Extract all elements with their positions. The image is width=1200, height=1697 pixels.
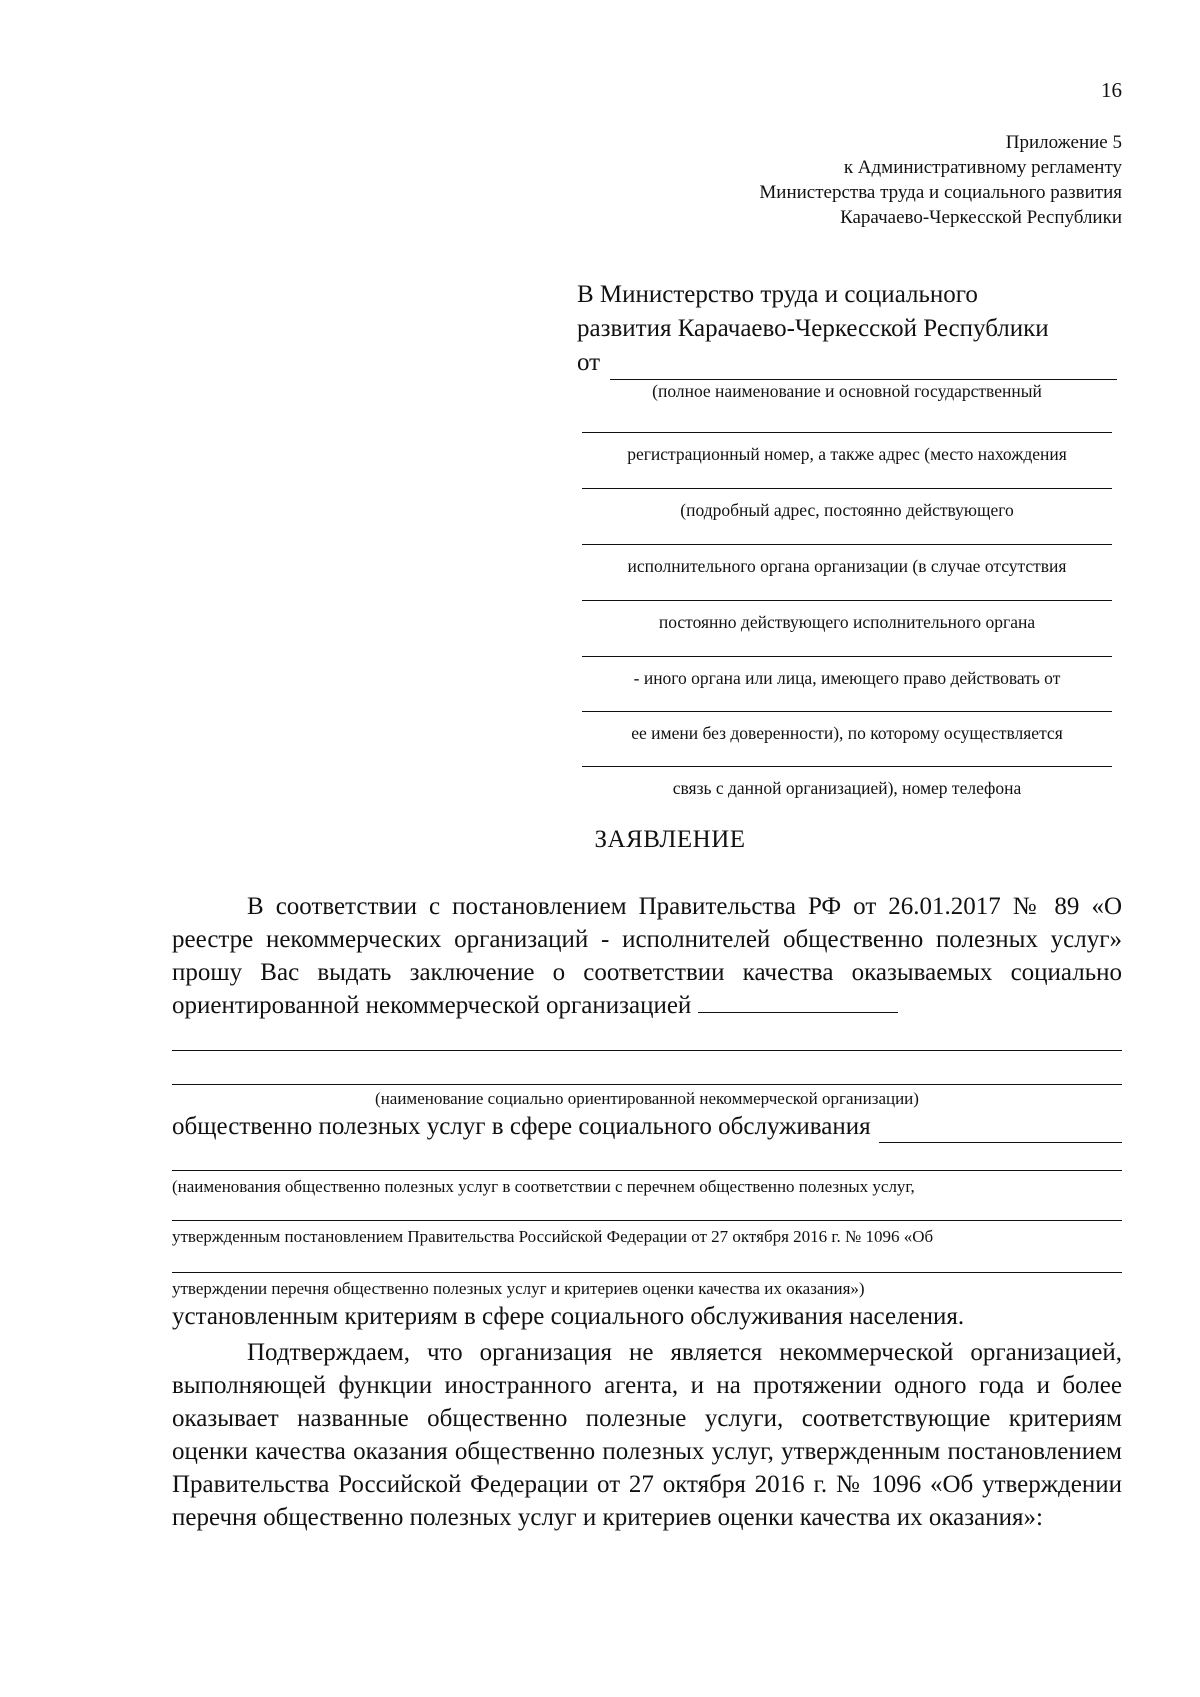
request-text: В соответствии с постановлением Правительства РФ от 26.01.2017 № 89 «О реестре некоммерческих организаций - исполнителей общественно полезных услуг» прошу Вас выдать заключение о соответствии качества оказываемых социально ориентированной некоммерческой организацией xyxy=(172,893,1122,1019)
addressee-line: развития Карачаево-Черкесской Республики xyxy=(577,315,1049,342)
request-paragraph xyxy=(172,890,1122,1022)
applicant-caption-block xyxy=(582,711,1112,744)
appendix-line: к Административному регламенту xyxy=(843,157,1122,178)
services-caption: (наименования общественно полезных услуг в соответствии с перечнем общественно полезных услуг, xyxy=(172,1177,915,1196)
blank-line xyxy=(582,656,1112,657)
page-number: 16 xyxy=(1101,78,1122,102)
applicant-caption: (полное наименование и основной государственный xyxy=(652,381,1042,401)
appendix-line: Министерства труда и социального развития xyxy=(759,182,1122,203)
blank-line xyxy=(582,711,1112,712)
applicant-caption-block xyxy=(582,600,1112,633)
blank-line xyxy=(582,600,1112,601)
from-row xyxy=(577,346,1117,380)
blank-line xyxy=(582,488,1112,489)
org-name-caption: (наименование социально ориентированной некоммерческой организации) xyxy=(375,1089,919,1108)
services-blank-line xyxy=(172,1272,1122,1273)
services-row xyxy=(172,1110,1122,1143)
confirmation-paragraph: Подтверждаем, что организация не является некоммерческой организацией, выполняющей функции иностранного агента, и на протяжении одного года и более оказывает названные общественно полезные услуги, соответствующие критериям оценки качества оказания общественно полезных услуг, утвержденным постановлением Правительства Российской Федерации от 27 октября 2016 г. № 1096 «Об утверждении перечня общественно полезных услуг и критериев оценки качества их оказания»: xyxy=(172,1339,1122,1531)
services-caption: утвержденным постановлением Правительства Российской Федерации от 27 октября 2016 г. № 1096 «Об xyxy=(172,1227,934,1246)
applicant-caption-block xyxy=(582,380,1112,402)
services-blank-line xyxy=(879,1118,1122,1143)
applicant-caption-block xyxy=(582,488,1112,521)
services-caption: утверждении перечня общественно полезных услуг и критериев оценки качества их оказания») xyxy=(172,1279,865,1298)
blank-line xyxy=(582,766,1112,767)
from-label: от xyxy=(577,349,601,376)
applicant-caption-block xyxy=(582,544,1112,577)
blank-line xyxy=(582,432,1112,433)
services-blank-line xyxy=(172,1170,1122,1171)
services-text: общественно полезных услуг в сфере социального обслуживания xyxy=(172,1113,871,1140)
applicant-caption: исполнительного органа организации (в случае отсутствия xyxy=(627,556,1067,576)
appendix-header xyxy=(759,130,1122,230)
applicant-caption: регистрационный номер, а также адрес (место нахождения xyxy=(627,444,1067,464)
blank-line xyxy=(582,544,1112,545)
org-name-blank-line xyxy=(172,1084,1122,1085)
applicant-caption-block xyxy=(582,656,1112,689)
org-name-blank-line xyxy=(698,992,898,1013)
appendix-line: Приложение 5 xyxy=(1005,132,1122,153)
addressee-line: В Министерство труда и социального xyxy=(577,281,978,308)
applicant-caption: - иного органа или лица, имеющего право действовать от xyxy=(633,668,1061,688)
appendix-line: Карачаево-Черкесской Республики xyxy=(840,207,1122,228)
criteria-line: установленным критериям в сфере социального обслуживания населения. xyxy=(172,1303,965,1330)
applicant-blank-line xyxy=(610,353,1117,380)
applicant-caption: ее имени без доверенности), по которому осуществляется xyxy=(631,723,1063,743)
org-name-blank-line xyxy=(172,1050,1122,1051)
addressee-block xyxy=(577,278,1117,380)
applicant-caption-block xyxy=(582,766,1112,799)
applicant-caption: (подробный адрес, постоянно действующего xyxy=(680,500,1014,520)
applicant-caption: постоянно действующего исполнительного органа xyxy=(658,612,1036,632)
document-title: ЗАЯВЛЕНИЕ xyxy=(594,826,746,853)
applicant-caption: связь с данной организацией), номер телефона xyxy=(672,778,1022,798)
applicant-caption-block xyxy=(582,432,1112,465)
services-blank-line xyxy=(172,1220,1122,1221)
